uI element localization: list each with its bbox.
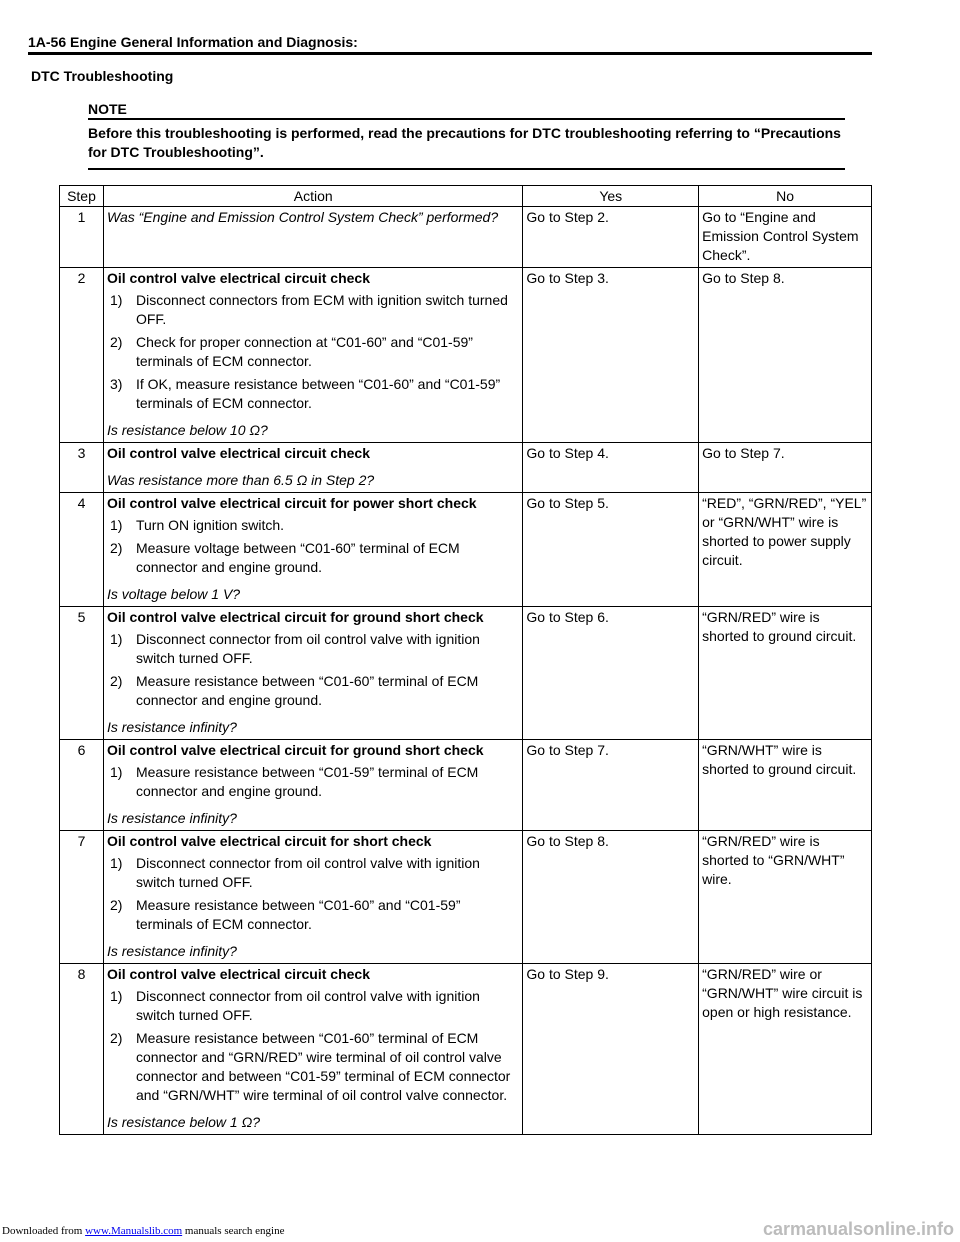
yes-result: Go to Step 4. <box>523 443 699 493</box>
table-row <box>60 607 872 740</box>
substep-number: 1) <box>109 764 123 780</box>
substep <box>107 987 519 1025</box>
substep <box>107 333 519 371</box>
note-label: NOTE <box>88 101 127 117</box>
substep-text: If OK, measure resistance between “C01-60” and “C01-59” terminals of ECM connector. <box>135 376 501 411</box>
substep <box>107 516 519 535</box>
substep <box>107 672 519 710</box>
table-row <box>60 740 872 831</box>
substep-number: 3) <box>109 376 123 392</box>
header-yes: Yes <box>523 186 699 207</box>
action-title: Oil control valve electrical circuit for ground short check <box>106 742 484 758</box>
substep-text: Disconnect connector from oil control valve with ignition switch turned OFF. <box>135 988 480 1023</box>
no-result: Go to Step 8. <box>699 268 872 443</box>
action-question: Was resistance more than 6.5 Ω in Step 2? <box>106 472 375 488</box>
watermark: carmanualsonline.info <box>762 1219 954 1239</box>
substep-number: 2) <box>109 334 123 350</box>
substep-number: 2) <box>109 1030 123 1046</box>
header-rule <box>28 52 872 55</box>
table-row <box>60 493 872 607</box>
action-cell <box>103 740 522 831</box>
action-title: Oil control valve electrical circuit for power short check <box>106 495 477 511</box>
page-header: 1A-56 Engine General Information and Diagnosis: <box>28 34 358 50</box>
action-cell <box>103 268 522 443</box>
yes-result: Go to Step 9. <box>523 964 699 1135</box>
substep <box>107 763 519 801</box>
table-header-row <box>60 186 872 207</box>
action-question: Is voltage below 1 V? <box>106 586 241 602</box>
substep <box>107 630 519 668</box>
yes-result: Go to Step 3. <box>523 268 699 443</box>
yes-result: Go to Step 7. <box>523 740 699 831</box>
step-number: 7 <box>60 831 104 964</box>
substep-text: Check for proper connection at “C01-60” and “C01-59” terminals of ECM connector. <box>135 334 473 369</box>
note-bottom-rule <box>88 168 845 170</box>
step-number: 5 <box>60 607 104 740</box>
substep-number: 1) <box>109 855 123 871</box>
action-question: Is resistance infinity? <box>106 719 237 735</box>
yes-result: Go to Step 5. <box>523 493 699 607</box>
action-title: Oil control valve electrical circuit for ground short check <box>106 609 484 625</box>
yes-result: Go to Step 8. <box>523 831 699 964</box>
no-result: “GRN/RED” wire or “GRN/WHT” wire circuit is open or high resistance. <box>699 964 872 1135</box>
table-row <box>60 443 872 493</box>
action-cell <box>103 493 522 607</box>
substep-number: 2) <box>109 897 123 913</box>
substep-number: 1) <box>109 631 123 647</box>
step-number: 4 <box>60 493 104 607</box>
substep-text: Measure resistance between “C01-60” terminal of ECM connector and “GRN/RED” wire terminal of oil control valve connector and between “C01-59” terminal of ECM connector and “GRN/WHT” wire terminal of oil control valve connector. <box>135 1030 511 1103</box>
action-cell <box>103 964 522 1135</box>
substep <box>107 539 519 577</box>
step-number: 6 <box>60 740 104 831</box>
substep <box>107 854 519 892</box>
substep <box>107 896 519 934</box>
substep-text: Disconnect connector from oil control valve with ignition switch turned OFF. <box>135 631 480 666</box>
substep-number: 1) <box>109 988 123 1004</box>
section-title: DTC Troubleshooting <box>31 68 174 84</box>
action-cell <box>103 443 522 493</box>
step-number: 8 <box>60 964 104 1135</box>
action-title: Oil control valve electrical circuit check <box>106 445 370 461</box>
action-question: Is resistance below 1 Ω? <box>106 1114 261 1130</box>
no-result: “RED”, “GRN/RED”, “YEL” or “GRN/WHT” wire is shorted to power supply circuit. <box>699 493 872 607</box>
substep-text: Turn ON ignition switch. <box>135 517 285 533</box>
dtc-troubleshooting-table <box>59 185 872 1135</box>
substep-text: Measure resistance between “C01-60” and “C01-59” terminals of ECM connector. <box>135 897 461 932</box>
substep <box>107 291 519 329</box>
substep <box>107 1029 519 1105</box>
substep-text: Measure resistance between “C01-60” terminal of ECM connector and engine ground. <box>135 673 479 708</box>
action-question: Is resistance below 10 Ω? <box>106 422 268 438</box>
note-top-rule <box>88 118 845 120</box>
action-question: Was “Engine and Emission Control System Check” performed? <box>106 209 499 225</box>
substep-number: 1) <box>109 292 123 308</box>
action-question: Is resistance infinity? <box>106 943 237 959</box>
substep-text: Measure resistance between “C01-59” terminal of ECM connector and engine ground. <box>135 764 479 799</box>
no-result: “GRN/RED” wire is shorted to ground circuit. <box>699 607 872 740</box>
table-body <box>60 207 872 1135</box>
yes-result: Go to Step 2. <box>523 207 699 268</box>
download-footer <box>2 1224 284 1238</box>
step-number: 1 <box>60 207 104 268</box>
step-number: 3 <box>60 443 104 493</box>
action-title: Oil control valve electrical circuit check <box>106 270 370 286</box>
substep <box>107 375 519 413</box>
no-result: “GRN/RED” wire is shorted to “GRN/WHT” wire. <box>699 831 872 964</box>
header-no: No <box>699 186 872 207</box>
substep-text: Disconnect connectors from ECM with ignition switch turned OFF. <box>135 292 508 327</box>
substep-number: 2) <box>109 540 123 556</box>
step-number: 2 <box>60 268 104 443</box>
action-cell <box>103 207 522 268</box>
header-step: Step <box>60 186 104 207</box>
manualslib-link[interactable]: www.Manualslib.com <box>85 1225 183 1237</box>
action-cell <box>103 607 522 740</box>
action-title: Oil control valve electrical circuit check <box>106 966 370 982</box>
footer-suffix: manuals search engine <box>182 1225 285 1237</box>
no-result: Go to “Engine and Emission Control System Check”. <box>699 207 872 268</box>
substep-number: 2) <box>109 673 123 689</box>
table-row <box>60 207 872 268</box>
substep-text: Disconnect connector from oil control valve with ignition switch turned OFF. <box>135 855 480 890</box>
no-result: “GRN/WHT” wire is shorted to ground circuit. <box>699 740 872 831</box>
action-cell <box>103 831 522 964</box>
table-row <box>60 268 872 443</box>
table-row <box>60 831 872 964</box>
header-action: Action <box>103 186 522 207</box>
footer-prefix: Downloaded from <box>2 1225 86 1237</box>
note-text: Before this troubleshooting is performed, read the precautions for DTC troubleshooting referring to “Precautions for DTC Troubleshooting”. <box>88 125 841 160</box>
substep-text: Measure voltage between “C01-60” terminal of ECM connector and engine ground. <box>135 540 460 575</box>
substep-number: 1) <box>109 517 123 533</box>
yes-result: Go to Step 6. <box>523 607 699 740</box>
no-result: Go to Step 7. <box>699 443 872 493</box>
action-title: Oil control valve electrical circuit for short check <box>106 833 432 849</box>
action-question: Is resistance infinity? <box>106 810 237 826</box>
table-row <box>60 964 872 1135</box>
